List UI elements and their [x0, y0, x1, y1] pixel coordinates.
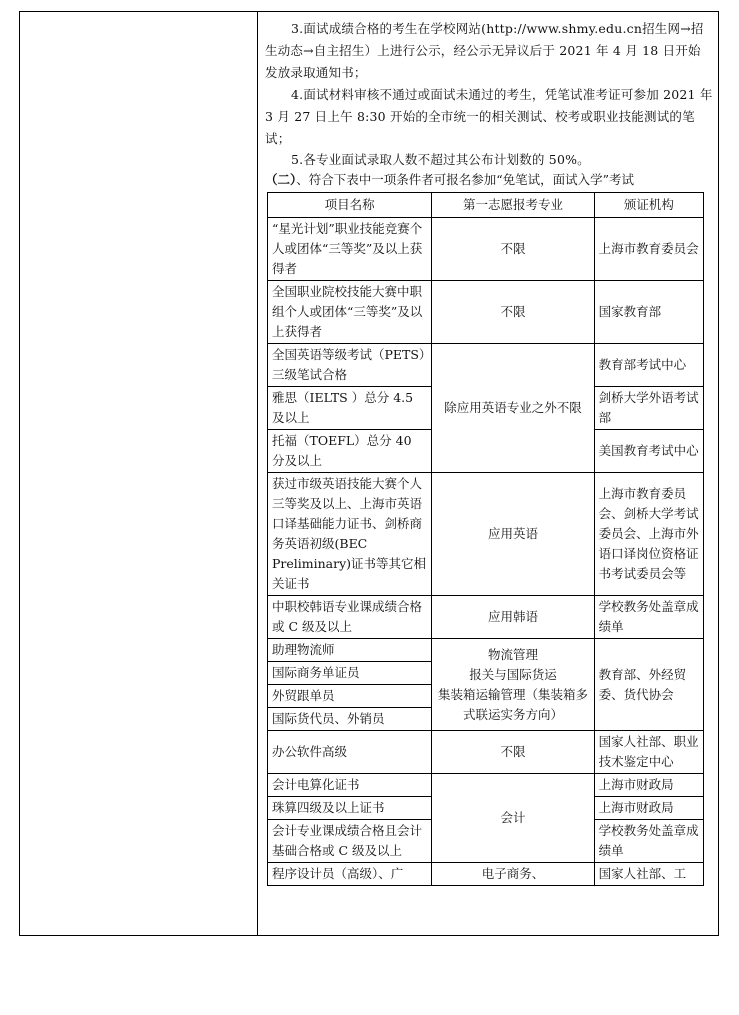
cell-major: 电子商务、	[432, 863, 594, 886]
cell-issuer: 教育部、外经贸委、货代协会	[594, 639, 703, 731]
cell-item: 中职校韩语专业课成绩合格或 C 级及以上	[268, 596, 432, 639]
cell-issuer: 剑桥大学外语考试部	[594, 387, 703, 430]
cell-item: 国际商务单证员	[268, 662, 432, 685]
cell-item: 获过市级英语技能大赛个人三等奖及以上、上海市英语口译基础能力证书、剑桥商务英语初级(BEC Preliminary)证书等其它相关证书	[268, 473, 432, 596]
cell-major: 应用英语	[432, 473, 594, 596]
paragraph-written-test: 4.面试材料审核不通过或面试未通过的考生，凭笔试准考证可参加 2021 年 3 月 27 日上午 8:30 开始的全市统一的相关测试、校考或职业技能测试的笔试；	[265, 87, 713, 146]
table-row	[268, 218, 704, 281]
cell-issuer: 国家教育部	[594, 281, 703, 344]
cell-issuer: 美国教育考试中心	[594, 430, 703, 473]
cell-issuer: 教育部考试中心	[594, 344, 703, 387]
table-header-row	[268, 193, 704, 218]
cell-item: 国际货代员、外销员	[268, 708, 432, 731]
cell-major-group	[432, 639, 594, 731]
cell-issuer: 上海市教育委员会、剑桥大学考试委员会、上海市外语口译岗位资格证书考试委员会等	[594, 473, 703, 596]
cell-issuer: 学校教务处盖章成绩单	[594, 596, 703, 639]
cell-issuer: 学校教务处盖章成绩单	[594, 820, 703, 863]
cell-item: 珠算四级及以上证书	[268, 797, 432, 820]
cell-major: 应用韩语	[432, 596, 594, 639]
cell-major: 不限	[432, 731, 594, 774]
table-row	[268, 344, 704, 387]
section-heading-text: 、符合下表中一项条件者可报名参加“免笔试，面试入学”考试	[296, 172, 635, 187]
header-item-name: 项目名称	[268, 193, 432, 218]
paragraph-publicity: 3.面试成绩合格的考生在学校网站(http://www.shmy.edu.cn招生网→招生动态→自主招生）上进行公示，经公示无异议后于 2021 年 4 月 18 日开始发放录取通知书；	[265, 21, 704, 80]
cell-item: 办公软件高级	[268, 731, 432, 774]
cell-item: 会计电算化证书	[268, 774, 432, 797]
cell-major: 会计	[432, 774, 594, 863]
cell-item: 外贸跟单员	[268, 685, 432, 708]
header-issuer: 颁证机构	[594, 193, 703, 218]
table-row	[268, 639, 704, 662]
section-number: （二）	[265, 172, 297, 187]
cell-item: 程序设计员（高级）、广	[268, 863, 432, 886]
cell-major: 除应用英语专业之外不限	[432, 344, 594, 473]
section-heading	[265, 169, 634, 191]
cell-item: 托福（TOEFL）总分 40 分及以上	[268, 430, 432, 473]
cell-major: 不限	[432, 281, 594, 344]
table-row	[268, 774, 704, 797]
cell-item: “星光计划”职业技能竞赛个人或团体“三等奖”及以上获得者	[268, 218, 432, 281]
paragraph-admission-limit: 5.各专业面试录取人数不超过其公布计划数的 50%。	[291, 152, 590, 167]
major-container: 集装箱运输管理（集装箱多式联运实务方向）	[437, 686, 588, 722]
table-row	[268, 731, 704, 774]
left-blank-column	[20, 12, 258, 935]
table-row	[268, 863, 704, 886]
document-frame	[19, 11, 719, 936]
cell-item: 全国英语等级考试（PETS）三级笔试合格	[268, 344, 432, 387]
table-row	[268, 473, 704, 596]
cell-issuer: 上海市财政局	[594, 774, 703, 797]
cell-major: 不限	[432, 218, 594, 281]
major-customs: 报关与国际货运	[469, 666, 557, 682]
table-row	[268, 281, 704, 344]
content-column	[259, 12, 718, 935]
major-logistics: 物流管理	[487, 646, 538, 662]
cell-issuer: 国家人社部、工	[594, 863, 703, 886]
table-row	[268, 596, 704, 639]
cell-issuer: 上海市教育委员会	[594, 218, 703, 281]
header-major: 第一志愿报考专业	[432, 193, 594, 218]
cell-issuer: 国家人社部、职业技术鉴定中心	[594, 731, 703, 774]
cell-item: 全国职业院校技能大赛中职组个人或团体“三等奖”及以上获得者	[268, 281, 432, 344]
cell-item: 雅思（IELTS ）总分 4.5 及以上	[268, 387, 432, 430]
cell-issuer: 上海市财政局	[594, 797, 703, 820]
cell-item: 助理物流师	[268, 639, 432, 662]
requirements-table	[267, 192, 704, 886]
cell-item: 会计专业课成绩合格且会计基础合格或 C 级及以上	[268, 820, 432, 863]
